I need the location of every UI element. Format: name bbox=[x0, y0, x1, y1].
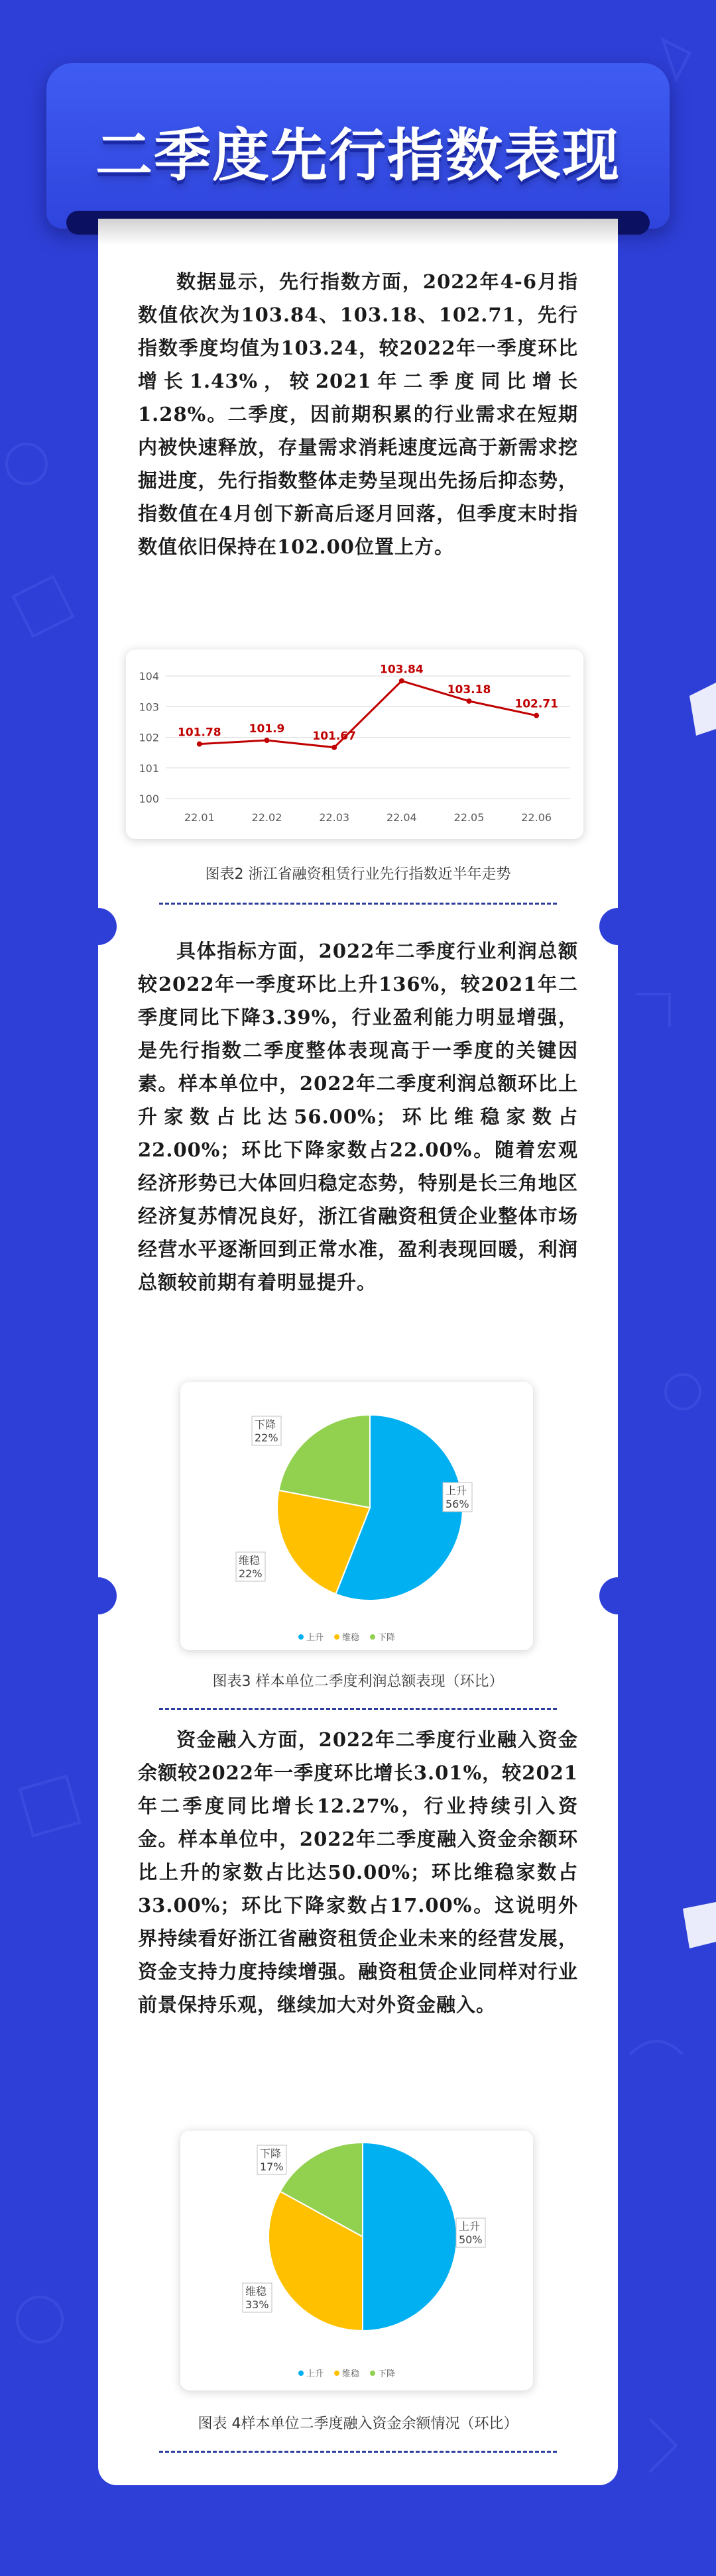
x-tick-label: 22.06 bbox=[521, 811, 552, 824]
legend-label: 上升 bbox=[306, 1633, 324, 1643]
chart-caption: 图表3 样本单位二季度利润总额表现（环比） bbox=[212, 1673, 504, 1690]
pie-value-label: 56% bbox=[446, 1498, 469, 1510]
data-point bbox=[399, 678, 404, 683]
pie-chart-box-profit bbox=[180, 1382, 533, 1650]
line-chart bbox=[126, 649, 583, 839]
pie-value-label: 50% bbox=[459, 2233, 483, 2246]
y-tick-label: 103 bbox=[139, 700, 159, 714]
pie-value-label: 17% bbox=[260, 2160, 284, 2173]
chart-caption: 图表2 浙江省融资租赁行业先行指数近半年走势 bbox=[205, 866, 511, 883]
x-tick-label: 22.05 bbox=[453, 811, 485, 824]
x-tick-label: 22.02 bbox=[251, 811, 282, 824]
data-point bbox=[265, 738, 270, 743]
legend-swatch bbox=[334, 1634, 339, 1640]
data-point bbox=[467, 699, 472, 704]
card-notch-right bbox=[599, 908, 636, 945]
data-point bbox=[197, 742, 202, 747]
card-notch-left bbox=[80, 1577, 117, 1614]
y-tick-label: 101 bbox=[139, 761, 159, 775]
divider bbox=[159, 903, 557, 905]
data-point bbox=[331, 745, 337, 750]
pie-category-label: 下降 bbox=[260, 2147, 282, 2160]
data-label: 103.84 bbox=[380, 663, 424, 677]
pie-category-label: 上升 bbox=[446, 1484, 467, 1497]
divider bbox=[159, 1708, 557, 1710]
pie-chart-funding bbox=[180, 2131, 533, 2390]
pie-chart-profit bbox=[180, 1382, 533, 1650]
pie-category-label: 下降 bbox=[255, 1418, 276, 1431]
content-card bbox=[98, 219, 618, 2485]
legend-swatch bbox=[370, 2371, 375, 2376]
card-notch-right bbox=[599, 1577, 636, 1614]
chart-caption: 图表 4样本单位二季度融入资金余额情况（环比） bbox=[198, 2416, 518, 2432]
paragraph-leading-index: 数据显示，先行指数方面，2022年4-6月指数值依次为103.84、103.18、102.71，先行指数季度均值为103.24，较2022年一季度环比增长1.43%，较2021年二季度同比增长1.28%。二季度，因前期积累的行业需求在短期内被快速释放，存量需求消耗速度远高于新需求挖掘进度，先行指数整体走势呈现出先扬后抑态势，指数值在4月创下新高后逐月回落，但季度末时指数值依旧保持在102.00位置上方。 bbox=[138, 270, 578, 558]
paragraph-funding: 资金融入方面，2022年二季度行业融入资金余额较2022年一季度环比增长3.01%，较2021年二季度同比增长12.27%，行业持续引入资金。样本单位中，2022年二季度融入资金余额环比上升的家数占比达50.00%；环比维稳家数占33.00%；环比下降家数占17.00%。这说明外界持续看好浙江省融资租赁企业未来的经营发展，资金支持力度持续增强。融资租赁企业同样对行业前景保持乐观，继续加大对外资金融入。 bbox=[138, 1728, 578, 2016]
pie-chart-box-funding bbox=[180, 2131, 533, 2390]
legend-label: 维稳 bbox=[342, 1633, 360, 1643]
header-banner bbox=[46, 63, 670, 229]
legend-swatch bbox=[298, 2371, 304, 2376]
page-title: 二季度先行指数表现 bbox=[95, 123, 621, 189]
paragraph-profit: 具体指标方面，2022年二季度行业利润总额较2022年一季度环比上升136%，较2021年二季度同比下降3.39%，行业盈利能力明显增强，是先行指数二季度整体表现高于一季度的关键因素。样本单位中，2022年二季度利润总额环比上升家数占比达56.00%；环比维稳家数占22.00%；环比下降家数占22.00%。随着宏观经济形势已大体回归稳定态势，特别是长三角地区经济复苏情况良好，浙江省融资租赁企业整体市场经营水平逐渐回到正常水准，盈利表现回暖，利润总额较前期有着明显提升。 bbox=[138, 940, 578, 1294]
pie-value-label: 22% bbox=[255, 1431, 278, 1444]
legend-label: 下降 bbox=[378, 2369, 396, 2379]
legend-swatch bbox=[370, 1634, 375, 1640]
data-point bbox=[534, 713, 539, 718]
data-label: 103.18 bbox=[447, 683, 491, 697]
line-chart-box bbox=[126, 649, 583, 839]
pie-category-label: 维稳 bbox=[239, 1554, 261, 1567]
legend-swatch bbox=[298, 1634, 304, 1640]
legend-swatch bbox=[334, 2371, 339, 2376]
data-label: 101.78 bbox=[178, 726, 221, 740]
pie-value-label: 22% bbox=[239, 1567, 263, 1580]
y-tick-label: 104 bbox=[139, 670, 159, 683]
pie-value-label: 33% bbox=[245, 2298, 269, 2311]
pie-category-label: 上升 bbox=[459, 2220, 481, 2233]
card-notch-left bbox=[80, 908, 117, 945]
x-tick-label: 22.03 bbox=[319, 811, 350, 824]
y-tick-label: 100 bbox=[139, 793, 159, 805]
pie-category-label: 维稳 bbox=[245, 2285, 267, 2298]
data-label: 102.71 bbox=[514, 697, 558, 711]
pie-slice bbox=[363, 2143, 457, 2331]
legend-label: 维稳 bbox=[342, 2369, 360, 2379]
divider bbox=[159, 2451, 557, 2453]
data-label: 101.67 bbox=[312, 729, 356, 743]
legend-label: 上升 bbox=[306, 2369, 324, 2379]
x-tick-label: 22.04 bbox=[386, 811, 417, 824]
legend-label: 下降 bbox=[378, 1633, 396, 1643]
data-label: 101.9 bbox=[249, 722, 285, 736]
y-tick-label: 102 bbox=[139, 731, 159, 744]
x-tick-label: 22.01 bbox=[184, 811, 215, 824]
